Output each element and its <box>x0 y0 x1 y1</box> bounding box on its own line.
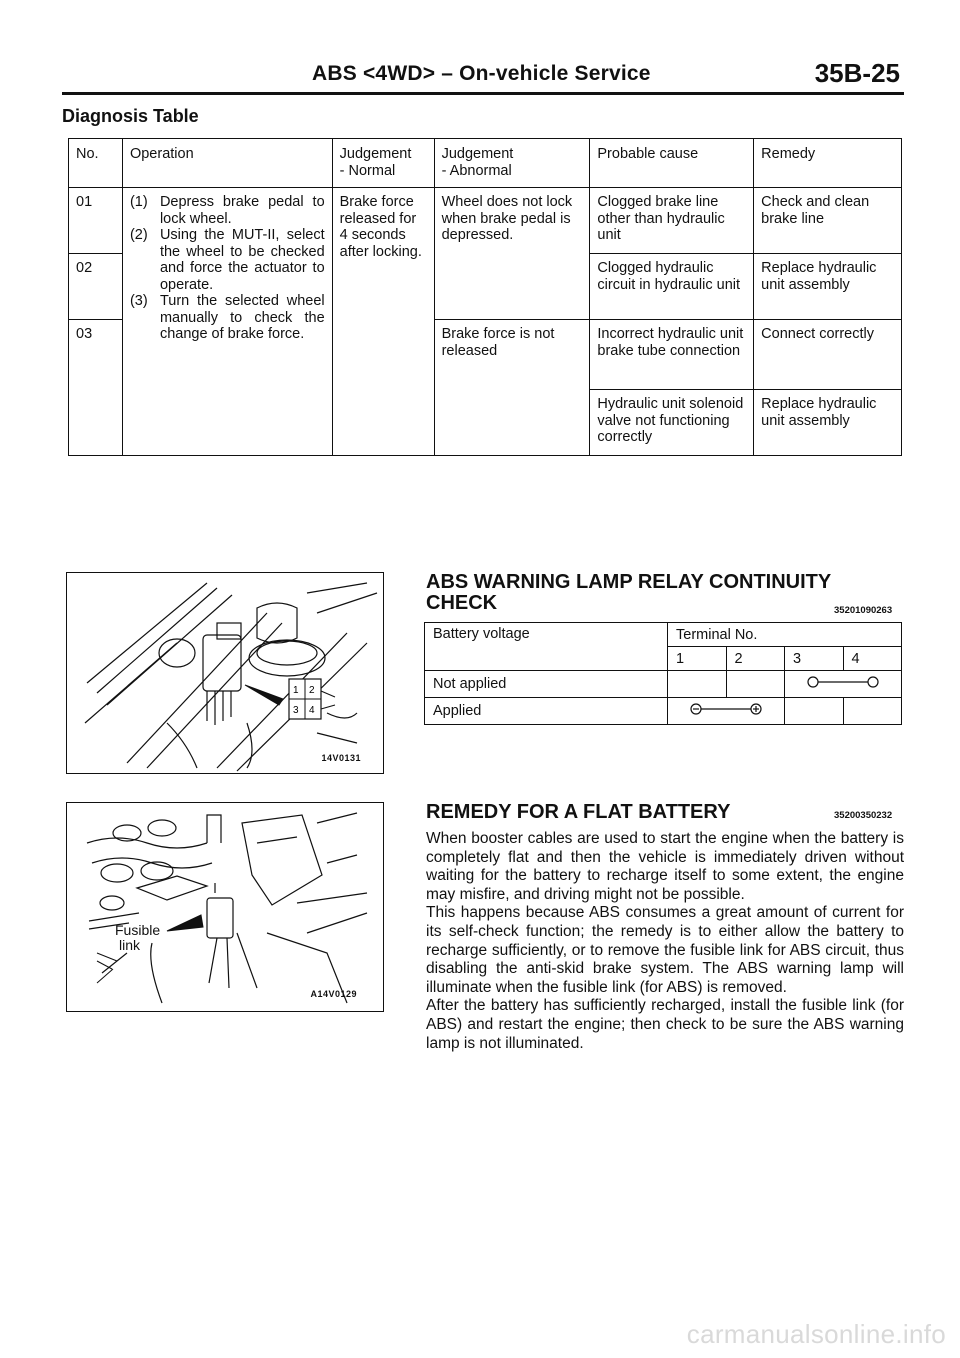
col-remedy: Remedy <box>754 139 902 188</box>
relay-continuity-table <box>424 622 902 725</box>
row-no: 02 <box>69 254 123 320</box>
page-title: ABS <4WD> – On-vehicle Service <box>312 62 651 85</box>
terminal-no-header: Terminal No. <box>668 623 902 647</box>
paragraph: After the battery has sufficiently recharged, install the fusible link (for ABS) and restart the engine; then check to be sure the ABS warning lamp is not illuminated. <box>426 997 904 1052</box>
figure-id: 14V0131 <box>321 753 361 763</box>
diagnosis-header-row <box>69 139 902 188</box>
step-number: (3) <box>129 293 148 309</box>
link-label: link <box>119 937 141 953</box>
terminal-label: 3 <box>293 705 299 716</box>
probable-cause-cell: Hydraulic unit solenoid valve not functioning correctly <box>590 390 754 456</box>
probable-cause-cell: Clogged brake line other than hydraulic unit <box>590 188 754 254</box>
terminal-number: 1 <box>668 647 727 671</box>
terminal-label: 2 <box>309 685 315 696</box>
continuity-mark-1-2 <box>668 698 785 725</box>
arrow-icon <box>245 685 283 705</box>
watermark: carmanualsonline.info <box>686 1319 946 1349</box>
remedy-cell: Replace hydraulic unit assembly <box>754 390 902 456</box>
step-text: Depress brake pedal to lock wheel. <box>159 194 325 227</box>
judgement-normal-cell: Brake force released for 4 seconds after locking. <box>332 188 434 456</box>
col-operation: Operation <box>122 139 332 188</box>
col-judgement-abnormal: Judgement - Abnormal <box>434 139 590 188</box>
terminal-label: 4 <box>309 705 315 716</box>
fusible-label: Fusible <box>115 922 161 938</box>
relay-check-heading: ABS WARNING LAMP RELAY CONTINUITY CHECK <box>426 571 831 614</box>
terminal-number: 2 <box>726 647 785 671</box>
col-no: No. <box>69 139 123 188</box>
table-row <box>69 188 902 254</box>
page-header <box>62 58 904 95</box>
page-number: 35B-25 <box>814 58 900 88</box>
operation-step <box>130 194 325 227</box>
fusible-link-figure <box>66 802 384 1012</box>
probable-cause-cell: Clogged hydraulic circuit in hydraulic unit <box>590 254 754 320</box>
step-text: Turn the selected wheel manually to check the change of brake force. <box>159 293 325 342</box>
polarity-connector-icon <box>668 698 784 720</box>
step-number: (2) <box>129 227 148 243</box>
row-no: 01 <box>69 188 123 254</box>
judgement-abnormal-cell: Wheel does not lock when brake pedal is depressed. <box>434 188 590 320</box>
continuity-mark-3-4 <box>785 671 902 698</box>
terminal-label: 1 <box>293 685 299 696</box>
remedy-cell: Connect correctly <box>754 320 902 390</box>
fusible-link-drawing <box>67 803 383 1011</box>
step-number: (1) <box>129 194 148 210</box>
figure-id: A14V0129 <box>310 989 357 999</box>
step-text: Using the MUT-II, select the wheel to be checked and force the actuator to operate. <box>159 227 325 293</box>
judgement-abnormal-cell: Brake force is not released <box>434 320 590 456</box>
row-label: Applied <box>425 698 668 725</box>
flat-battery-code: 35200350232 <box>834 810 893 821</box>
col-judgement-normal: Judgement - Normal <box>332 139 434 188</box>
flat-battery-body <box>426 830 904 1053</box>
probable-cause-cell: Incorrect hydraulic unit brake tube connection <box>590 320 754 390</box>
table-row <box>425 698 902 725</box>
terminal-number: 3 <box>785 647 844 671</box>
col-probable-cause: Probable cause <box>590 139 754 188</box>
operation-step <box>130 227 325 293</box>
terminal-diagram <box>289 679 321 719</box>
operation-cell <box>122 188 332 456</box>
flat-battery-heading: REMEDY FOR A FLAT BATTERY <box>426 801 731 823</box>
operation-step <box>130 293 325 343</box>
relay-location-figure <box>66 572 384 774</box>
remedy-cell: Replace hydraulic unit assembly <box>754 254 902 320</box>
arrow-icon <box>167 915 203 931</box>
row-no: 03 <box>69 320 123 456</box>
continuity-connector-icon <box>785 671 901 693</box>
relay-check-code: 35201090263 <box>834 605 893 616</box>
paragraph: When booster cables are used to start the engine when the battery is completely flat and then the vehicle is immediately driven without waiting for the battery to recharge itself to some extent, the engine may misfire, and driving might not be possible. <box>426 830 904 903</box>
table-row <box>425 671 902 698</box>
battery-voltage-header: Battery voltage <box>425 623 668 671</box>
relay-header-row <box>425 623 902 647</box>
diagnosis-table-heading: Diagnosis Table <box>62 106 199 126</box>
terminal-number: 4 <box>843 647 902 671</box>
paragraph: This happens because ABS consumes a great amount of current for its self-check function; the remedy is to either allow the battery to recharge sufficiently, or to remove the fusible link for ABS circuit, thus disabling the anti-skid brake system. The ABS warning lamp will illuminate when the fusible link (for ABS) is removed. <box>426 904 904 996</box>
row-label: Not applied <box>425 671 668 698</box>
remedy-cell: Check and clean brake line <box>754 188 902 254</box>
diagnosis-table <box>68 138 902 456</box>
relay-drawing <box>67 573 383 773</box>
